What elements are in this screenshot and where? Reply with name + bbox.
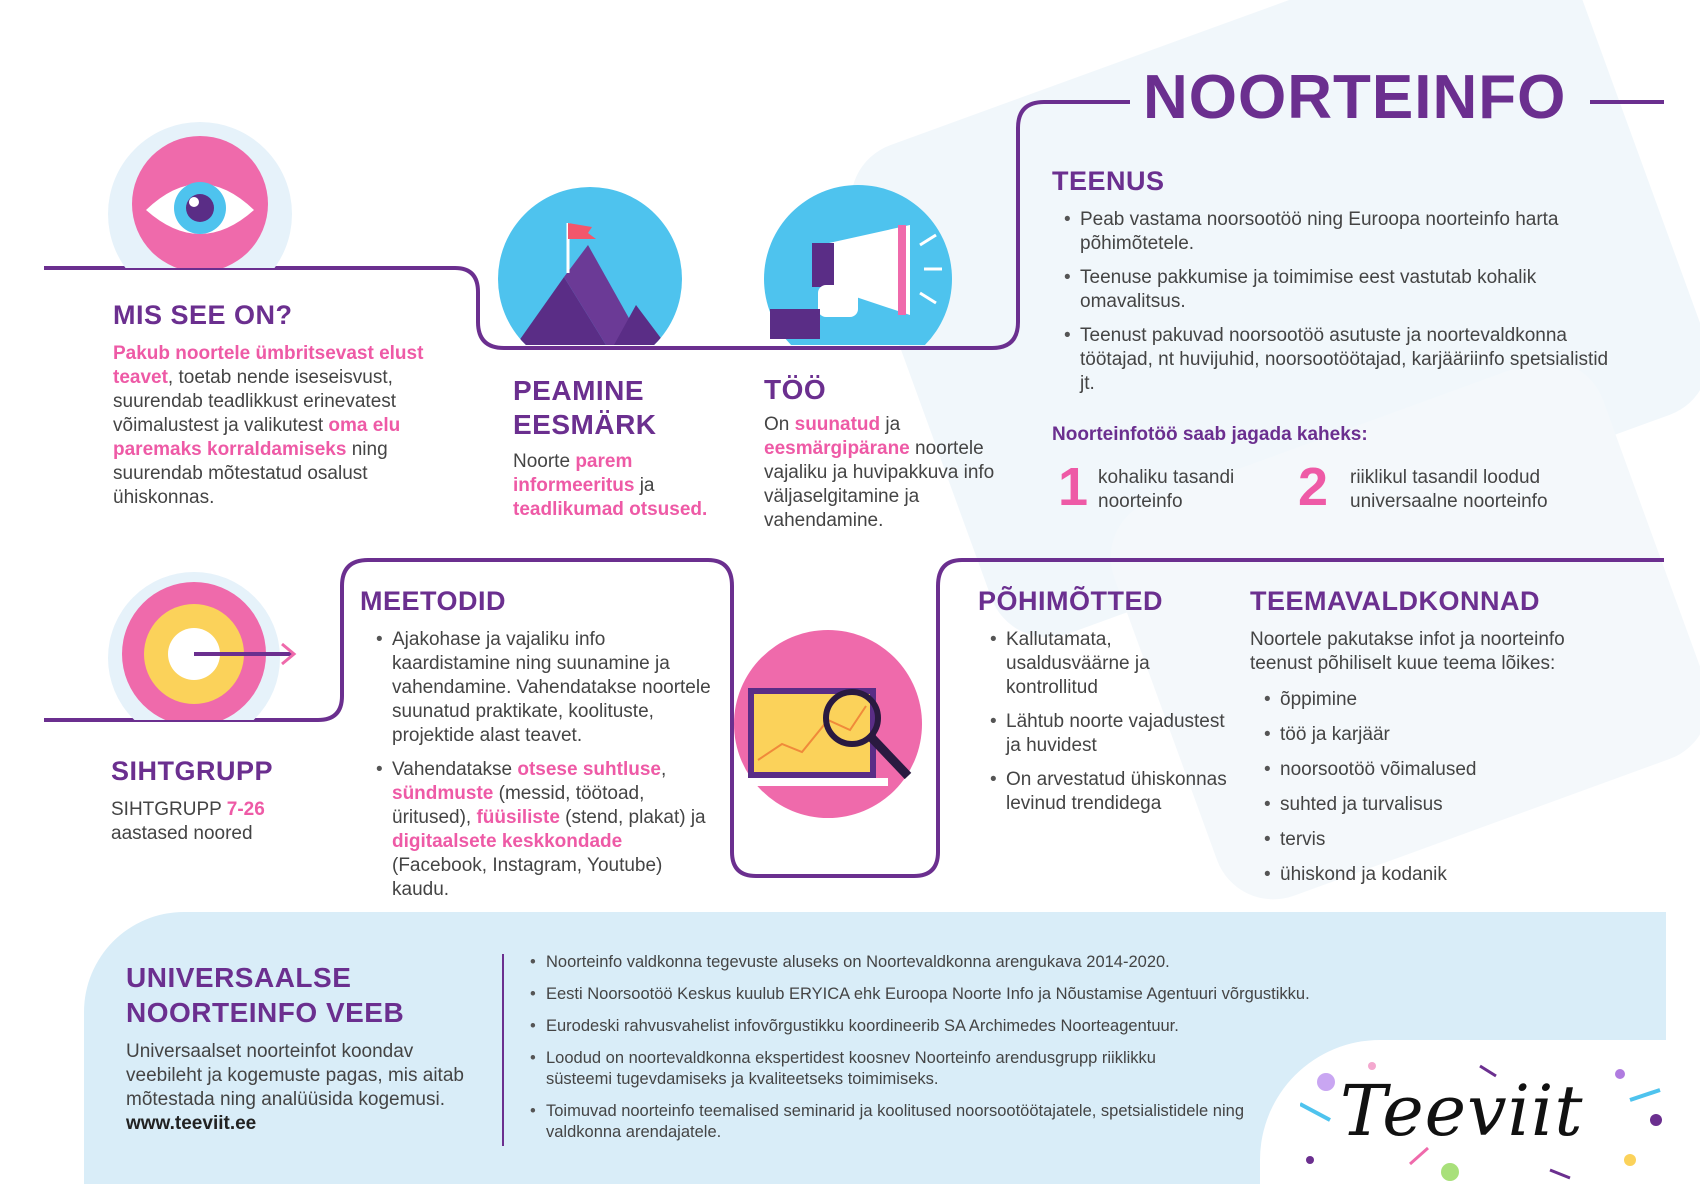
peamine-eesmark-heading: PEAMINE EESMÄRK [513,375,657,440]
list-item: • ühiskond ja kodanik [1262,863,1602,887]
list-item: • Loodud on noortevaldkonna ekspertidest koosnev Noorteinfo arendusgrupp riiklikku süsteemi tugevdamiseks ja kvaliteetseks toimimiseks. [528,1048,1226,1090]
list-item: • õppimine [1262,688,1602,712]
number-one: 1 [1058,457,1089,517]
laptop-magnifier-icon [732,620,928,840]
list-item: • Vahendatakse otsese suhtluse, sündmuste (messid, töötoad, üritused), füüsiliste (stend, plakat) ja digitaalsete keskkondade (Facebook, Instagram, Youtube) kaudu. [374,758,719,902]
teenus-list [1062,208,1622,396]
pohimotted-heading: PÕHIMÕTTED [978,586,1163,616]
megaphone-icon [760,185,956,345]
list-item: • Teenust pakuvad noorsootöö asutuste ja noortevaldkonna töötajad, nt huvijuhid, noorsootöötajad, karjääriinfo spetsialistid jt. [1062,324,1622,396]
list-item: • Peab vastama noorsootöö ning Euroopa noorteinfo harta põhimõtetele. [1062,208,1622,256]
list-item: • Ajakohase ja vajaliku info kaardistamine ning suunamine ja vahendamine. Vahendatakse noortele suunatud praktikate, koolituste, projektide alast teavet. [374,628,719,748]
teemavaldkonnad-intro: Noortele pakutakse infot ja noorteinfo teenust põhiliselt kuue teema lõikes: [1250,629,1565,674]
mis-see-on-heading: MIS SEE ON? [113,300,293,330]
universaalse-heading: UNIVERSAALSE NOORTEINFO VEEB [126,962,405,1028]
universaalse-text: Universaalset noorteinfot koondav veebileht ja kogemuste pagas, mis aitab mõtestada ning analüüsida kogemusi. www.teeviit.ee [126,1041,464,1134]
list-item: • Eurodeski rahvusvahelist infovõrgustikku koordineerib SA Archimedes Noorteagentuur. [528,1016,1488,1037]
page-title: NOORTEINFO [1143,63,1567,132]
peamine-eesmark-text: Noorte parem informeeritus ja teadlikumad otsused. [513,451,708,520]
list-item: • Eesti Noorsootöö Keskus kuulub ERYICA ehk Euroopa Noorte Info ja Nõustamise Agentuuri võrgustikku. [528,984,1488,1005]
list-item: • Toimuvad noorteinfo teemalised seminarid ja koolitused noorsootöötajatele, spetsialistidele ning valdkonna arendajatele. [528,1101,1246,1143]
teeviit-logo-text: Teeviit [1340,1070,1584,1152]
list-item: • noorsootöö võimalused [1262,758,1602,782]
list-item: • Noorteinfo valdkonna tegevuste aluseks on Noortevaldkonna arengukava 2014-2020. [528,952,1488,973]
sihtgrupp-heading: SIHTGRUPP [111,756,274,786]
level-two-text: riiklikul tasandil loodud universaalne noorteinfo [1350,467,1548,512]
pohimotted-list [988,628,1238,816]
mountain-flag-icon [496,185,684,345]
number-two: 2 [1298,457,1329,517]
too-text: On suunatud ja eesmärgipärane noortele vajaliku ja huvipakkuva info väljaselgitamine ja vahendamine. [764,414,995,531]
list-item: • töö ja karjäär [1262,723,1602,747]
list-item: • tervis [1262,828,1602,852]
sihtgrupp-text: SIHTGRUPP 7-26 aastased noored [111,799,265,844]
teenus-heading: TEENUS [1052,166,1165,196]
eye-icon [104,118,296,268]
teeviit-link[interactable]: www.teeviit.ee [126,1113,257,1134]
list-item: • On arvestatud ühiskonnas levinud trendidega [988,768,1238,816]
divider [502,954,504,1146]
meetodid-heading: MEETODID [360,586,507,616]
split-heading: Noorteinfotöö saab jagada kaheks: [1052,424,1368,445]
teemavaldkonnad-heading: TEEMAVALDKONNAD [1250,586,1540,616]
list-item: • Lähtub noorte vajadustest ja huvidest [988,710,1238,758]
list-item: • Kallutamata, usaldusväärne ja kontrollitud [988,628,1238,700]
mis-see-on-text: Pakub noortele ümbritsevast elust teavet, toetab nende iseseisvust, suurendab teadlikkust erinevatest võimalustest ja valikutest oma elu paremaks korraldamiseks ning suurendab mõtestatud osalust ühiskonnas. [113,343,424,508]
target-icon [104,568,304,720]
level-one-text: kohaliku tasandi noorteinfo [1098,467,1235,512]
meetodid-list [374,628,719,902]
list-item: • suhted ja turvalisus [1262,793,1602,817]
teemavaldkonnad-list [1262,688,1602,887]
too-heading: TÖÖ [764,374,827,405]
list-item: • Teenuse pakkumise ja toimimise eest vastutab kohalik omavalitsus. [1062,266,1622,314]
